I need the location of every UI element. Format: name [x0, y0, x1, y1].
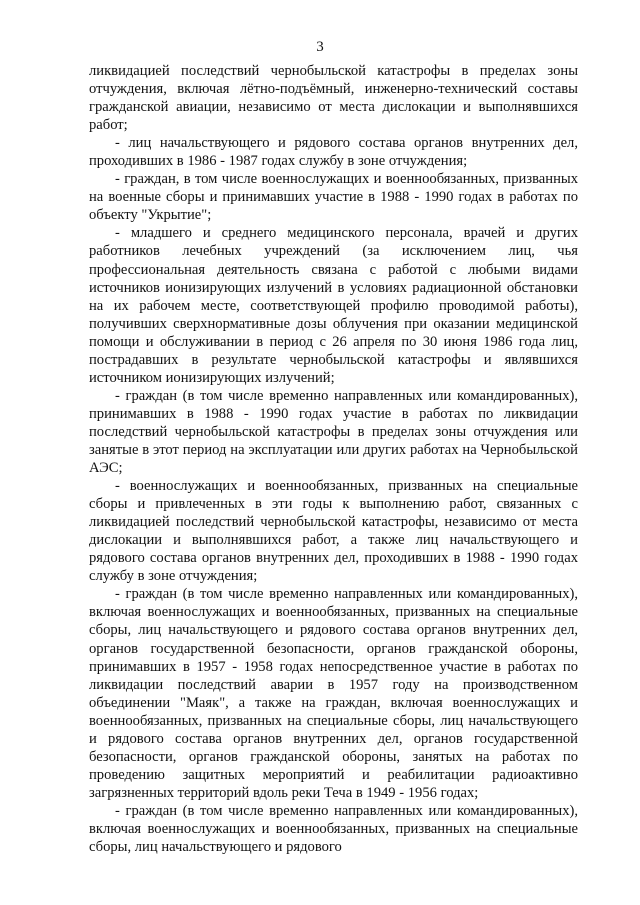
document-body	[89, 62, 578, 856]
paragraph-citizens-1988: - граждан (в том числе временно направленных или командированных), принимавших в 1988 - 1990 годах участие в работах по ликвидации последствий чернобыльской катастрофы в пределах зоны отчуждения или занятые в этот период на эксплуатации или других работах на Чернобыльской АЭС;	[89, 387, 578, 477]
paragraph-medical-personnel: - младшего и среднего медицинского персонала, врачей и других работников лечебных учреждений (за исключением лиц, чья профессиональная деятельность связана с работой с любыми видами источников ионизирующих излучений в условиях радиационной обстановки на их рабочем месте, соответствующей профилю проводимой работы), получивших сверхнормативные дозы облучения при оказании медицинской помощи и обслуживании в период с 26 апреля по 30 июня 1986 года лиц, пострадавших в результате чернобыльской катастрофы и являвшихся источником ионизирующих излучений;	[89, 225, 578, 386]
paragraph-citizens-cutoff: - граждан (в том числе временно направленных или командированных), включая военнослужащих и военнообязанных, призванных на специальные сборы, лиц начальствующего и рядового	[89, 802, 578, 856]
paragraph-continuation: ликвидацией последствий чернобыльской катастрофы в пределах зоны отчуждения, включая лётно-подъёмный, инженерно-технический составы гражданской авиации, независимо от места дислокации и выполнявшихся работ;	[89, 63, 578, 134]
page-number: 3	[316, 39, 324, 55]
paragraph-mayak: - граждан (в том числе временно направленных или командированных), включая военнослужащих и военнообязанных, призванных на специальные сборы, лиц начальствующего и рядового состава органов внутренних дел, органов государственной безопасности, органов гражданской обороны, принимавших в 1957 - 1958 годах непосредственное участие в работах по ликвидации последствий аварии в 1957 году на производственном объединении "Маяк", а также на граждан, включая военнослужащих и военнообязанных, призванных на специальные сборы, лиц начальствующего и рядового состава органов внутренних дел, органов государственной безопасности, органов гражданской обороны, занятых на работах по проведению защитных мероприятий и реабилитации радиоактивно загрязненных территорий вдоль реки Теча в 1949 - 1956 годах;	[89, 586, 578, 801]
paragraph-servicemen-1988: - военнослужащих и военнообязанных, призванных на специальные сборы и привлеченных в эти годы к выполнению работ, связанных с ликвидацией последствий чернобыльской катастрофы, независимо от места дислокации и выполнявшихся работ, а также лиц начальствующего и рядового состава органов внутренних дел, проходивших в 1988 - 1990 годах службу в зоне отчуждения;	[89, 478, 578, 585]
paragraph-internal-affairs-1986: - лиц начальствующего и рядового состава органов внутренних дел, проходивших в 1986 - 1987 годах службу в зоне отчуждения;	[89, 135, 578, 170]
paragraph-ukrytie: - граждан, в том числе военнослужащих и военнообязанных, призванных на военные сборы и принимавших участие в 1988 - 1990 годах в работах по объекту "Укрытие";	[89, 171, 578, 224]
